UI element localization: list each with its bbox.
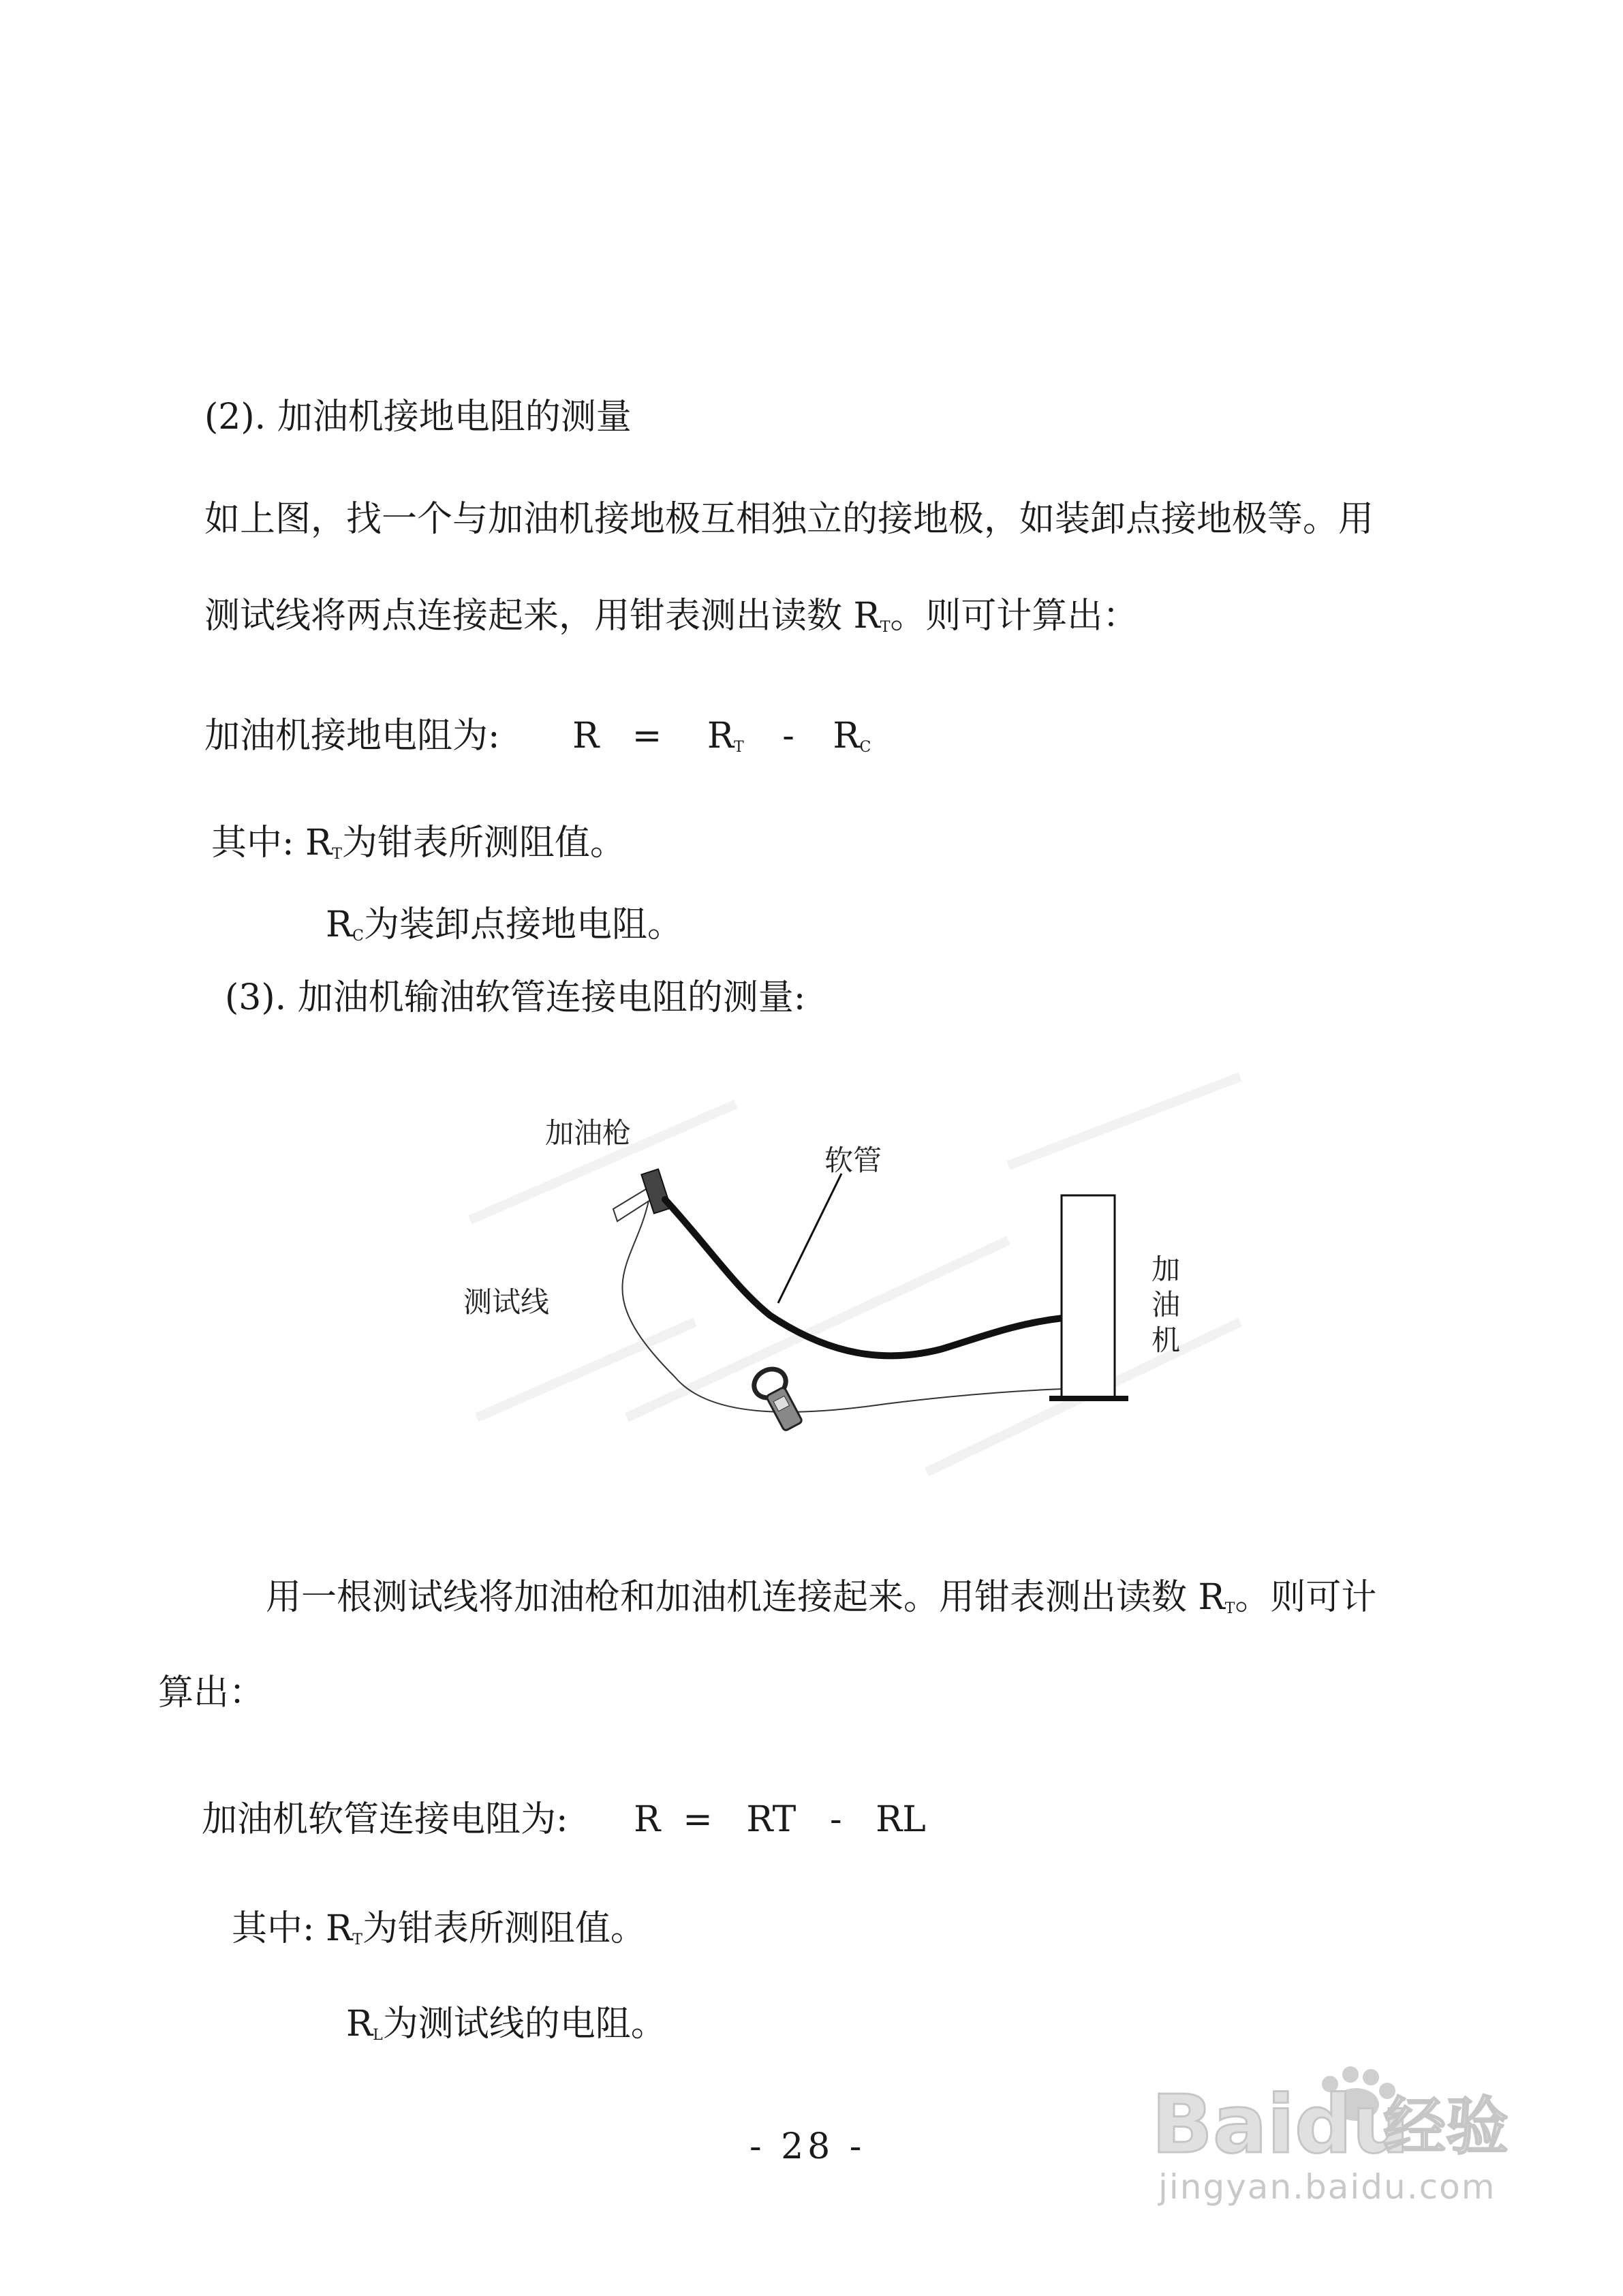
svg-text:Baidu: Baidu — [1151, 2077, 1410, 2160]
subscript: T — [734, 739, 744, 756]
label-fuel-nozzle: 加油枪 — [545, 1116, 632, 1150]
formula-rt — [707, 714, 744, 769]
section2-formula — [204, 714, 871, 769]
where-text: 为测试线的电阻。 — [382, 2004, 666, 2045]
hose-leader — [778, 1174, 841, 1303]
measurement-diagram — [450, 1063, 1254, 1527]
section3-paragraph-line1 — [266, 1576, 1376, 1631]
para-text: 测试线将两点连接起来，用钳表测出读数 R — [204, 596, 880, 637]
formula-label: 加油机软管连接电阻为: — [202, 1799, 568, 1840]
label-dispenser-3: 机 — [1151, 1323, 1181, 1357]
section3-formula — [202, 1798, 926, 1841]
svg-text:经验: 经验 — [1383, 2090, 1509, 2160]
subscript: C — [352, 928, 364, 945]
subscript: T — [880, 619, 891, 636]
section2-where-rt — [211, 821, 625, 876]
section3-paragraph-line2: 算出： — [158, 1672, 265, 1713]
formula-r: R — [572, 716, 600, 756]
formula-expression: R = RT - RL — [634, 1799, 926, 1840]
subscript: L — [373, 2027, 383, 2044]
where-text: 为钳表所测阻值。 — [362, 1908, 646, 1949]
section2-paragraph-line1: 如上图，找一个与加油机接地极互相独立的接地极，如装卸点接地极等。用 — [204, 499, 1374, 540]
section2-where-rc — [326, 903, 683, 958]
subscript: T — [1224, 1600, 1235, 1617]
section3-heading: (3). 加油机输油软管连接电阻的测量: — [225, 977, 806, 1018]
para-text: 。则可计 — [1235, 1577, 1377, 1618]
where-text: 为装卸点接地电阻。 — [364, 904, 683, 945]
section3-where-rl — [346, 2002, 666, 2057]
baidu-jingyan-watermark-url: jingyan.baidu.com — [1158, 2167, 1496, 2207]
subscript: T — [352, 1931, 362, 1948]
label-test-wire: 测试线 — [463, 1285, 550, 1319]
where-r: R — [346, 2004, 373, 2045]
formula-rc-r: R — [833, 716, 860, 756]
where-prefix: 其中: R — [211, 823, 333, 863]
subscript: T — [332, 846, 342, 863]
section2-heading: (2). 加油机接地电阻的测量 — [204, 397, 632, 438]
label-dispenser-2: 油 — [1151, 1288, 1181, 1321]
para-text: 。则可计算出： — [890, 596, 1139, 637]
where-text: 为钳表所测阻值。 — [341, 823, 625, 863]
section2-paragraph-line2 — [204, 594, 1138, 649]
formula-label: 加油机接地电阻为: — [204, 716, 500, 756]
formula-rc — [833, 714, 871, 769]
label-dispenser-1: 加 — [1151, 1253, 1181, 1286]
dispenser-body — [1062, 1195, 1115, 1398]
formula-rt-r: R — [707, 716, 735, 756]
subscript: C — [859, 739, 871, 756]
hose — [665, 1199, 1063, 1356]
page-number: - 28 - — [749, 2126, 866, 2167]
where-prefix: 其中: R — [232, 1908, 353, 1949]
baidu-jingyan-watermark-logo — [1151, 2058, 1533, 2160]
para-text: 用一根测试线将加油枪和加油机连接起来。用钳表测出读数 R — [266, 1577, 1225, 1618]
where-r: R — [326, 904, 353, 945]
test-wire — [622, 1201, 1063, 1412]
formula-minus: - — [782, 716, 794, 756]
label-hose: 软管 — [824, 1144, 882, 1177]
clamp-meter — [749, 1364, 807, 1435]
formula-eq: = — [632, 716, 662, 756]
section3-where-rt — [232, 1907, 646, 1962]
